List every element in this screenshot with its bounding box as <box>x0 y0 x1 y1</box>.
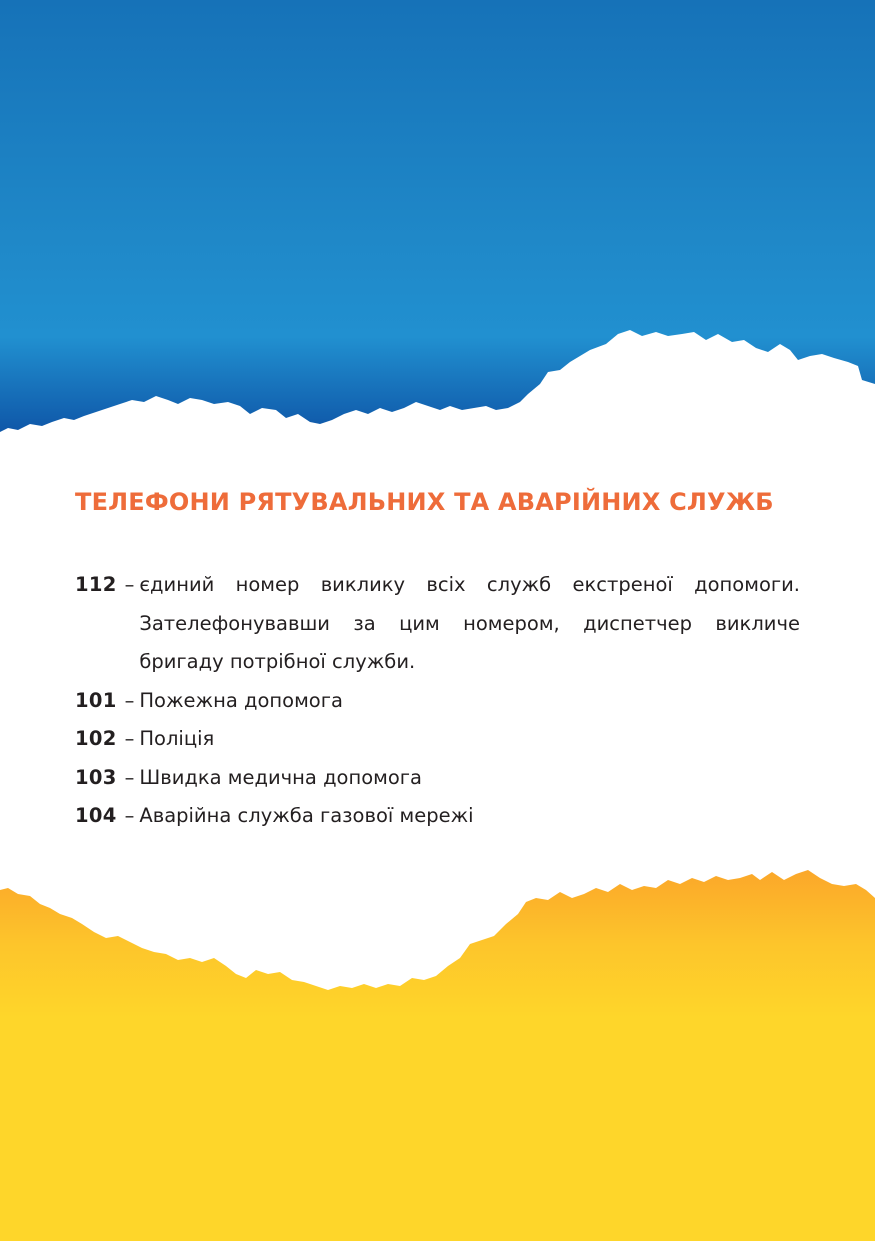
phone-number: 101 <box>75 688 117 712</box>
service-description: Пожежна допомога <box>139 688 343 712</box>
phone-number: 112 <box>75 573 117 596</box>
list-item <box>75 720 800 759</box>
phone-number: 103 <box>75 765 117 789</box>
service-description: єдиний номер виклику всіх служб екстреної допомоги. Зателефонувавши за цим номером, диспетчер викличе бригаду потрібної служби. <box>139 573 800 673</box>
blue-torn-band <box>0 0 875 432</box>
dash-separator: – <box>124 688 135 712</box>
service-description: Поліція <box>139 727 215 750</box>
dash-separator: – <box>124 727 135 750</box>
yellow-torn-band <box>0 870 875 1241</box>
list-item <box>75 759 800 798</box>
list-item <box>75 682 800 721</box>
list-item <box>75 566 800 682</box>
dash-separator: – <box>124 765 135 789</box>
dash-separator: – <box>124 804 135 827</box>
page-title: ТЕЛЕФОНИ РЯТУВАЛЬНИХ ТА АВАРІЙНИХ СЛУЖБ <box>75 488 774 516</box>
emergency-numbers-list <box>75 566 800 836</box>
phone-number: 104 <box>75 804 117 827</box>
list-item <box>75 797 800 836</box>
service-description: Швидка медична допомога <box>139 765 422 789</box>
service-description: Аварійна служба газової мережі <box>139 804 474 827</box>
dash-separator: – <box>124 573 135 596</box>
phone-number: 102 <box>75 727 117 750</box>
